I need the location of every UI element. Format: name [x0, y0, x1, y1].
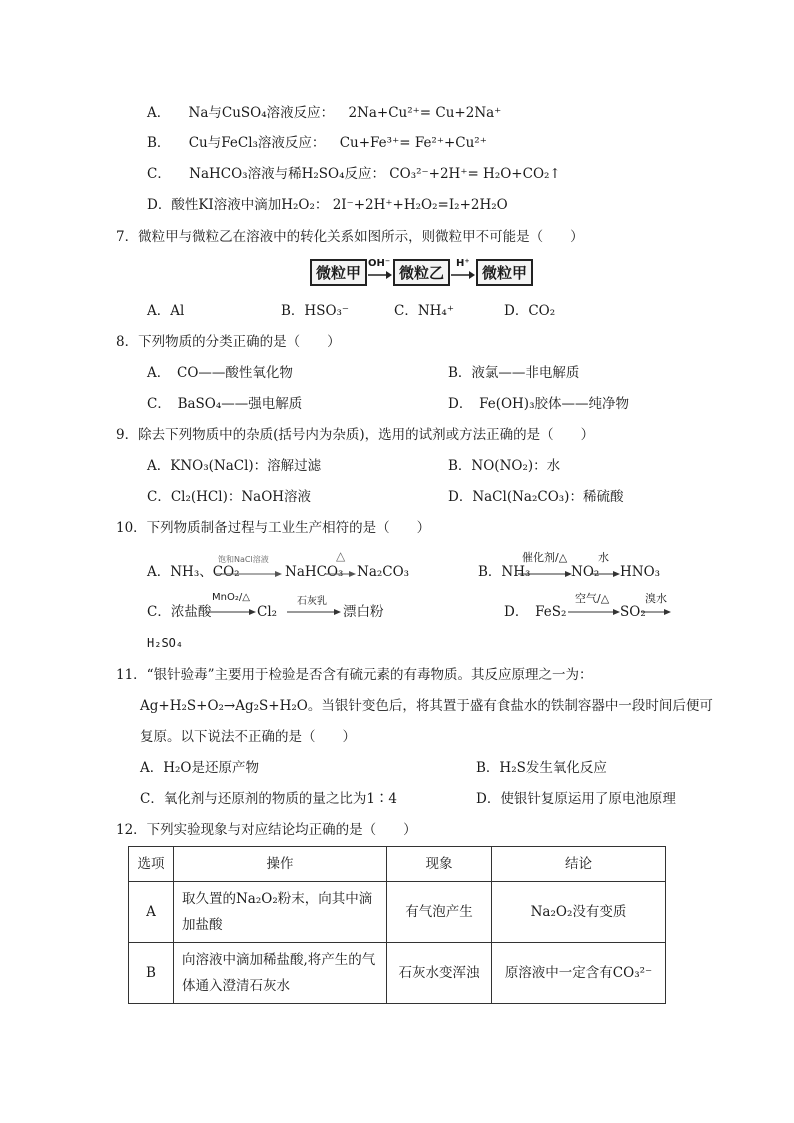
q6-b-text: Cu与FeCl₃溶液反应：	[188, 135, 326, 151]
q7-conversion-diagram	[310, 260, 533, 284]
q10-a-intermediate: NaHCO₃	[285, 564, 344, 580]
q9-option-b: B．NO(NO₂)：水	[448, 458, 561, 474]
q10-stem: 10．下列物质制备过程与工业生产相符的是（ ）	[116, 520, 431, 536]
q6-c-equation: CO₃²⁻+2H⁺= H₂O+CO₂↑	[389, 166, 561, 182]
q6-c-label: C．	[147, 166, 171, 182]
q11-stem: 11．“银针验毒”主要用于检验是否含有硫元素的有毒物质。其反应原理之一为：	[116, 667, 593, 683]
q6-d-text: D．酸性KI溶液中滴加H₂O₂：	[147, 197, 329, 213]
q11-stem-line3: 复原。以下说法不正确的是（ ）	[140, 729, 356, 745]
q7-box-particle-b: 微粒乙	[393, 259, 450, 286]
q7-arrow2-label: H⁺	[456, 258, 470, 269]
q11-option-a: A．H₂O是还原产物	[140, 760, 260, 776]
row-operation: 取久置的Na₂O₂粉末，向其中滴加盐酸	[174, 882, 387, 943]
q8-option-c: C． BaSO₄——强电解质	[147, 396, 303, 412]
q11-option-b: B．H₂S发生氧化反应	[476, 760, 607, 776]
q7-arrow1-label: OH⁻	[368, 258, 391, 269]
q10-c-arrow1-label: MnO₂/△	[212, 592, 250, 603]
q10-c-intermediate: Cl₂	[257, 604, 278, 620]
q11-stem-line2: Ag+H₂S+O₂→Ag₂S+H₂O。当银针变色后，将其置于盛有食盐水的铁制容器中一段时间后便可	[140, 698, 713, 714]
q10-c-product: 漂白粉	[343, 604, 384, 620]
q7-option-b: B．HSO₃⁻	[281, 303, 350, 319]
q10-c-arrow2-label: 石灰乳	[297, 596, 327, 607]
q6-b-equation: Cu+Fe³⁺= Fe²⁺+Cu²⁺	[339, 135, 487, 151]
q7-arrow-2	[450, 258, 476, 282]
right-arrow-icon	[590, 570, 620, 578]
row-conclusion: 原溶液中一定含有CO₃²⁻	[492, 943, 666, 1004]
table-row	[129, 882, 666, 943]
q10-b-intermediate: NO₂	[571, 564, 600, 580]
q7-option-c: C．NH₄⁺	[394, 303, 454, 319]
q9-stem: 9．除去下列物质中的杂质(括号内为杂质)，选用的试剂或方法正确的是（ ）	[116, 427, 595, 443]
right-arrow-icon	[287, 608, 341, 616]
row-phenomenon: 有气泡产生	[387, 882, 492, 943]
q10-d-arrow2-label: 溴水	[645, 592, 667, 605]
q7-arrow-1	[367, 258, 393, 282]
q8-option-b: B．液氯——非电解质	[448, 365, 580, 381]
q8-option-d: D． Fe(OH)₃胶体——纯净物	[448, 396, 629, 412]
row-conclusion: Na₂O₂没有变质	[492, 882, 666, 943]
q7-box-particle-a: 微粒甲	[310, 259, 367, 286]
q10-a-arrow1-label: 饱和NaCl溶液	[218, 555, 269, 564]
row-phenomenon: 石灰水变浑浊	[387, 943, 492, 1004]
q6-a-text: Na与CuSO₄溶液反应：	[188, 105, 335, 121]
q10-option-a-start: A．NH₃、CO₂	[147, 564, 240, 580]
right-arrow-icon	[326, 570, 356, 578]
q10-option-d-start: D． FeS₂	[504, 604, 567, 620]
header-option: 选项	[129, 847, 174, 882]
right-arrow-icon	[641, 608, 671, 616]
q6-a-label: A．	[147, 105, 171, 121]
q7-stem: 7．微粒甲与微粒乙在溶液中的转化关系如图所示，则微粒甲不可能是（ ）	[116, 229, 584, 245]
table-header-row	[129, 847, 666, 882]
q10-b-arrow1-label: 催化剂/△	[522, 551, 568, 564]
q10-option-b-start: B．NH₃	[478, 564, 531, 580]
q7-box-particle-a-result: 微粒甲	[476, 259, 533, 286]
right-arrow-icon	[367, 262, 393, 282]
q12-table	[128, 846, 666, 1004]
q7-option-d: D．CO₂	[504, 303, 556, 319]
q6-option-a	[147, 104, 501, 122]
right-arrow-icon	[206, 608, 256, 616]
q10-b-arrow2-label: 水	[598, 551, 609, 564]
q10-b-product: HNO₃	[620, 564, 661, 580]
q6-option-c	[147, 165, 561, 183]
header-operation: 操作	[174, 847, 387, 882]
row-option: B	[129, 943, 174, 1004]
q6-c-text: NaHCO₃溶液与稀H₂SO₄反应：	[189, 166, 385, 182]
q11-option-d: D．使银针复原运用了原电池原理	[476, 791, 676, 807]
header-phenomenon: 现象	[387, 847, 492, 882]
q8-option-a: A． CO——酸性氧化物	[147, 365, 293, 381]
q9-option-d: D．NaCl(Na₂CO₃)：稀硫酸	[448, 489, 624, 505]
q10-d-arrow1-label: 空气/△	[575, 592, 610, 605]
right-arrow-icon	[216, 570, 282, 578]
q10-d-product: H₂SO₄	[147, 636, 184, 650]
q8-stem: 8．下列物质的分类正确的是（ ）	[116, 334, 341, 350]
q9-option-a: A．KNO₃(NaCl)：溶解过滤	[147, 458, 322, 474]
right-arrow-icon	[518, 570, 572, 578]
q6-b-label: B．	[147, 135, 171, 151]
q11-option-c: C．氧化剂与还原剂的物质的量之比为1∶4	[140, 791, 398, 807]
header-conclusion: 结论	[492, 847, 666, 882]
q6-a-equation: 2Na+Cu²⁺= Cu+2Na⁺	[348, 105, 502, 121]
q6-option-d	[147, 196, 508, 214]
q10-a-product: Na₂CO₃	[357, 564, 410, 580]
q10-option-c-start: C．浓盐酸	[147, 604, 212, 620]
q12-stem: 12．下列实验现象与对应结论均正确的是（ ）	[116, 822, 417, 838]
q7-option-a: A．Al	[147, 303, 185, 319]
row-operation: 向溶液中滴加稀盐酸,将产生的气体通入澄清石灰水	[174, 943, 387, 1004]
q10-d-intermediate: SO₂	[620, 604, 646, 620]
q10-a-arrow2-label: △	[336, 549, 346, 563]
right-arrow-icon	[450, 262, 476, 282]
q6-option-b	[147, 134, 487, 152]
row-option: A	[129, 882, 174, 943]
right-arrow-icon	[568, 608, 620, 616]
q6-d-equation: 2I⁻+2H⁺+H₂O₂=I₂+2H₂O	[332, 197, 508, 213]
table-row	[129, 943, 666, 1004]
q9-option-c: C．Cl₂(HCl)：NaOH溶液	[147, 489, 312, 505]
